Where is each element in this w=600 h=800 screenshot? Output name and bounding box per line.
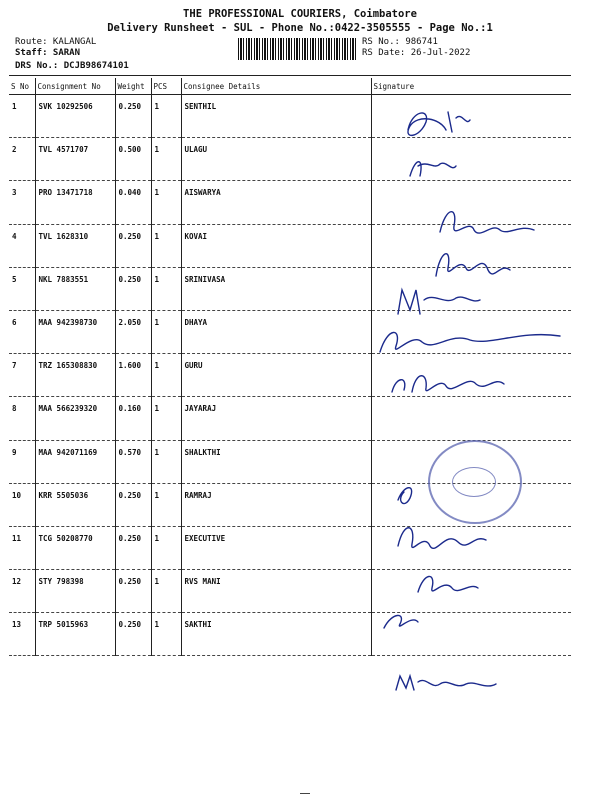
cell-consignee: RAMRAJ bbox=[181, 483, 371, 526]
cell-consignee: RVS MANI bbox=[181, 570, 371, 613]
cell-pcs: 1 bbox=[151, 483, 181, 526]
barcode bbox=[238, 38, 358, 60]
cell-consignment: TVL 4571707 bbox=[35, 138, 115, 181]
header-divider bbox=[9, 75, 571, 76]
table-row bbox=[9, 526, 571, 569]
cell-weight: 0.160 bbox=[115, 397, 151, 440]
table-row bbox=[9, 310, 571, 353]
cell-signature bbox=[371, 267, 571, 310]
table-row bbox=[9, 397, 571, 440]
runsheet-title: Delivery Runsheet - SUL - Phone No.:0422-3505555 - Page No.:1 bbox=[107, 22, 493, 34]
col-weight: Weight bbox=[115, 78, 151, 95]
cell-weight: 0.250 bbox=[115, 267, 151, 310]
cell-consignment: SVK 10292506 bbox=[35, 95, 115, 138]
cell-weight: 0.250 bbox=[115, 613, 151, 656]
cell-signature bbox=[371, 526, 571, 569]
table-row bbox=[9, 570, 571, 613]
cell-weight: 0.250 bbox=[115, 526, 151, 569]
cell-sno: 11 bbox=[9, 526, 35, 569]
cell-consignment: TCG 50208770 bbox=[35, 526, 115, 569]
cell-consignment: STY 798398 bbox=[35, 570, 115, 613]
cell-sno: 8 bbox=[9, 397, 35, 440]
table-header-row bbox=[9, 78, 571, 95]
cell-consignment: TRP 5015963 bbox=[35, 613, 115, 656]
table-row bbox=[9, 95, 571, 138]
cell-signature bbox=[371, 570, 571, 613]
cell-signature bbox=[371, 224, 571, 267]
cell-pcs: 1 bbox=[151, 440, 181, 483]
col-consignee: Consignee Details bbox=[181, 78, 371, 95]
table-row bbox=[9, 267, 571, 310]
cell-pcs: 1 bbox=[151, 181, 181, 224]
table-row bbox=[9, 224, 571, 267]
cell-consignment: MAA 566239320 bbox=[35, 397, 115, 440]
cell-sno: 10 bbox=[9, 483, 35, 526]
company-title: THE PROFESSIONAL COURIERS, Coimbatore bbox=[183, 8, 417, 20]
cell-weight: 0.250 bbox=[115, 483, 151, 526]
cell-weight: 2.050 bbox=[115, 310, 151, 353]
cell-consignee: KOVAI bbox=[181, 224, 371, 267]
footer-mark bbox=[300, 793, 310, 794]
signature-12 bbox=[396, 676, 496, 690]
cell-sno: 5 bbox=[9, 267, 35, 310]
cell-pcs: 1 bbox=[151, 613, 181, 656]
cell-signature bbox=[371, 181, 571, 224]
cell-consignee: GURU bbox=[181, 354, 371, 397]
cell-sno: 4 bbox=[9, 224, 35, 267]
cell-sno: 7 bbox=[9, 354, 35, 397]
cell-consignee: EXECUTIVE bbox=[181, 526, 371, 569]
cell-sno: 3 bbox=[9, 181, 35, 224]
cell-pcs: 1 bbox=[151, 95, 181, 138]
cell-signature bbox=[371, 95, 571, 138]
col-signature: Signature bbox=[371, 78, 571, 95]
cell-weight: 0.570 bbox=[115, 440, 151, 483]
cell-pcs: 1 bbox=[151, 138, 181, 181]
cell-pcs: 1 bbox=[151, 354, 181, 397]
drs-number: DRS No.: DCJB98674101 bbox=[15, 61, 129, 71]
cell-weight: 1.600 bbox=[115, 354, 151, 397]
rs-date: RS Date: 26-Jul-2022 bbox=[362, 48, 471, 58]
cell-pcs: 1 bbox=[151, 397, 181, 440]
cell-pcs: 1 bbox=[151, 570, 181, 613]
cell-consignment: NKL 7883551 bbox=[35, 267, 115, 310]
cell-signature bbox=[371, 397, 571, 440]
cell-consignee: SAKTHI bbox=[181, 613, 371, 656]
cell-weight: 0.250 bbox=[115, 224, 151, 267]
cell-consignee: SHALKTHI bbox=[181, 440, 371, 483]
cell-consignment: PRO 13471718 bbox=[35, 181, 115, 224]
cell-consignment: MAA 942398730 bbox=[35, 310, 115, 353]
cell-pcs: 1 bbox=[151, 267, 181, 310]
cell-signature bbox=[371, 138, 571, 181]
cell-weight: 0.500 bbox=[115, 138, 151, 181]
cell-weight: 0.250 bbox=[115, 95, 151, 138]
cell-signature bbox=[371, 354, 571, 397]
table-row bbox=[9, 138, 571, 181]
route-label: Route: KALANGAL bbox=[15, 37, 97, 47]
cell-sno: 2 bbox=[9, 138, 35, 181]
table-row bbox=[9, 613, 571, 656]
rubber-stamp bbox=[428, 440, 522, 524]
cell-sno: 6 bbox=[9, 310, 35, 353]
rs-number: RS No.: 986741 bbox=[362, 37, 438, 47]
cell-sno: 12 bbox=[9, 570, 35, 613]
cell-sno: 13 bbox=[9, 613, 35, 656]
rubber-stamp-center bbox=[452, 467, 496, 497]
cell-signature bbox=[371, 613, 571, 656]
cell-consignee: DHAYA bbox=[181, 310, 371, 353]
cell-consignment: TVL 1628310 bbox=[35, 224, 115, 267]
runsheet-table bbox=[9, 78, 571, 656]
staff-label: Staff: SARAN bbox=[15, 48, 81, 58]
col-pcs: PCS bbox=[151, 78, 181, 95]
cell-pcs: 1 bbox=[151, 224, 181, 267]
col-sno: S No bbox=[9, 78, 35, 95]
cell-consignment: KRR 5505036 bbox=[35, 483, 115, 526]
cell-signature bbox=[371, 310, 571, 353]
cell-consignee: SENTHIL bbox=[181, 95, 371, 138]
cell-consignee: SRINIVASA bbox=[181, 267, 371, 310]
cell-sno: 1 bbox=[9, 95, 35, 138]
col-consignment: Consignment No bbox=[35, 78, 115, 95]
cell-weight: 0.040 bbox=[115, 181, 151, 224]
cell-consignment: MAA 942071169 bbox=[35, 440, 115, 483]
cell-consignee: ULAGU bbox=[181, 138, 371, 181]
cell-consignee: AISWARYA bbox=[181, 181, 371, 224]
cell-consignment: TRZ 165308830 bbox=[35, 354, 115, 397]
cell-pcs: 1 bbox=[151, 526, 181, 569]
table-row bbox=[9, 354, 571, 397]
cell-sno: 9 bbox=[9, 440, 35, 483]
cell-pcs: 1 bbox=[151, 310, 181, 353]
cell-weight: 0.250 bbox=[115, 570, 151, 613]
cell-consignee: JAYARAJ bbox=[181, 397, 371, 440]
table-row bbox=[9, 181, 571, 224]
